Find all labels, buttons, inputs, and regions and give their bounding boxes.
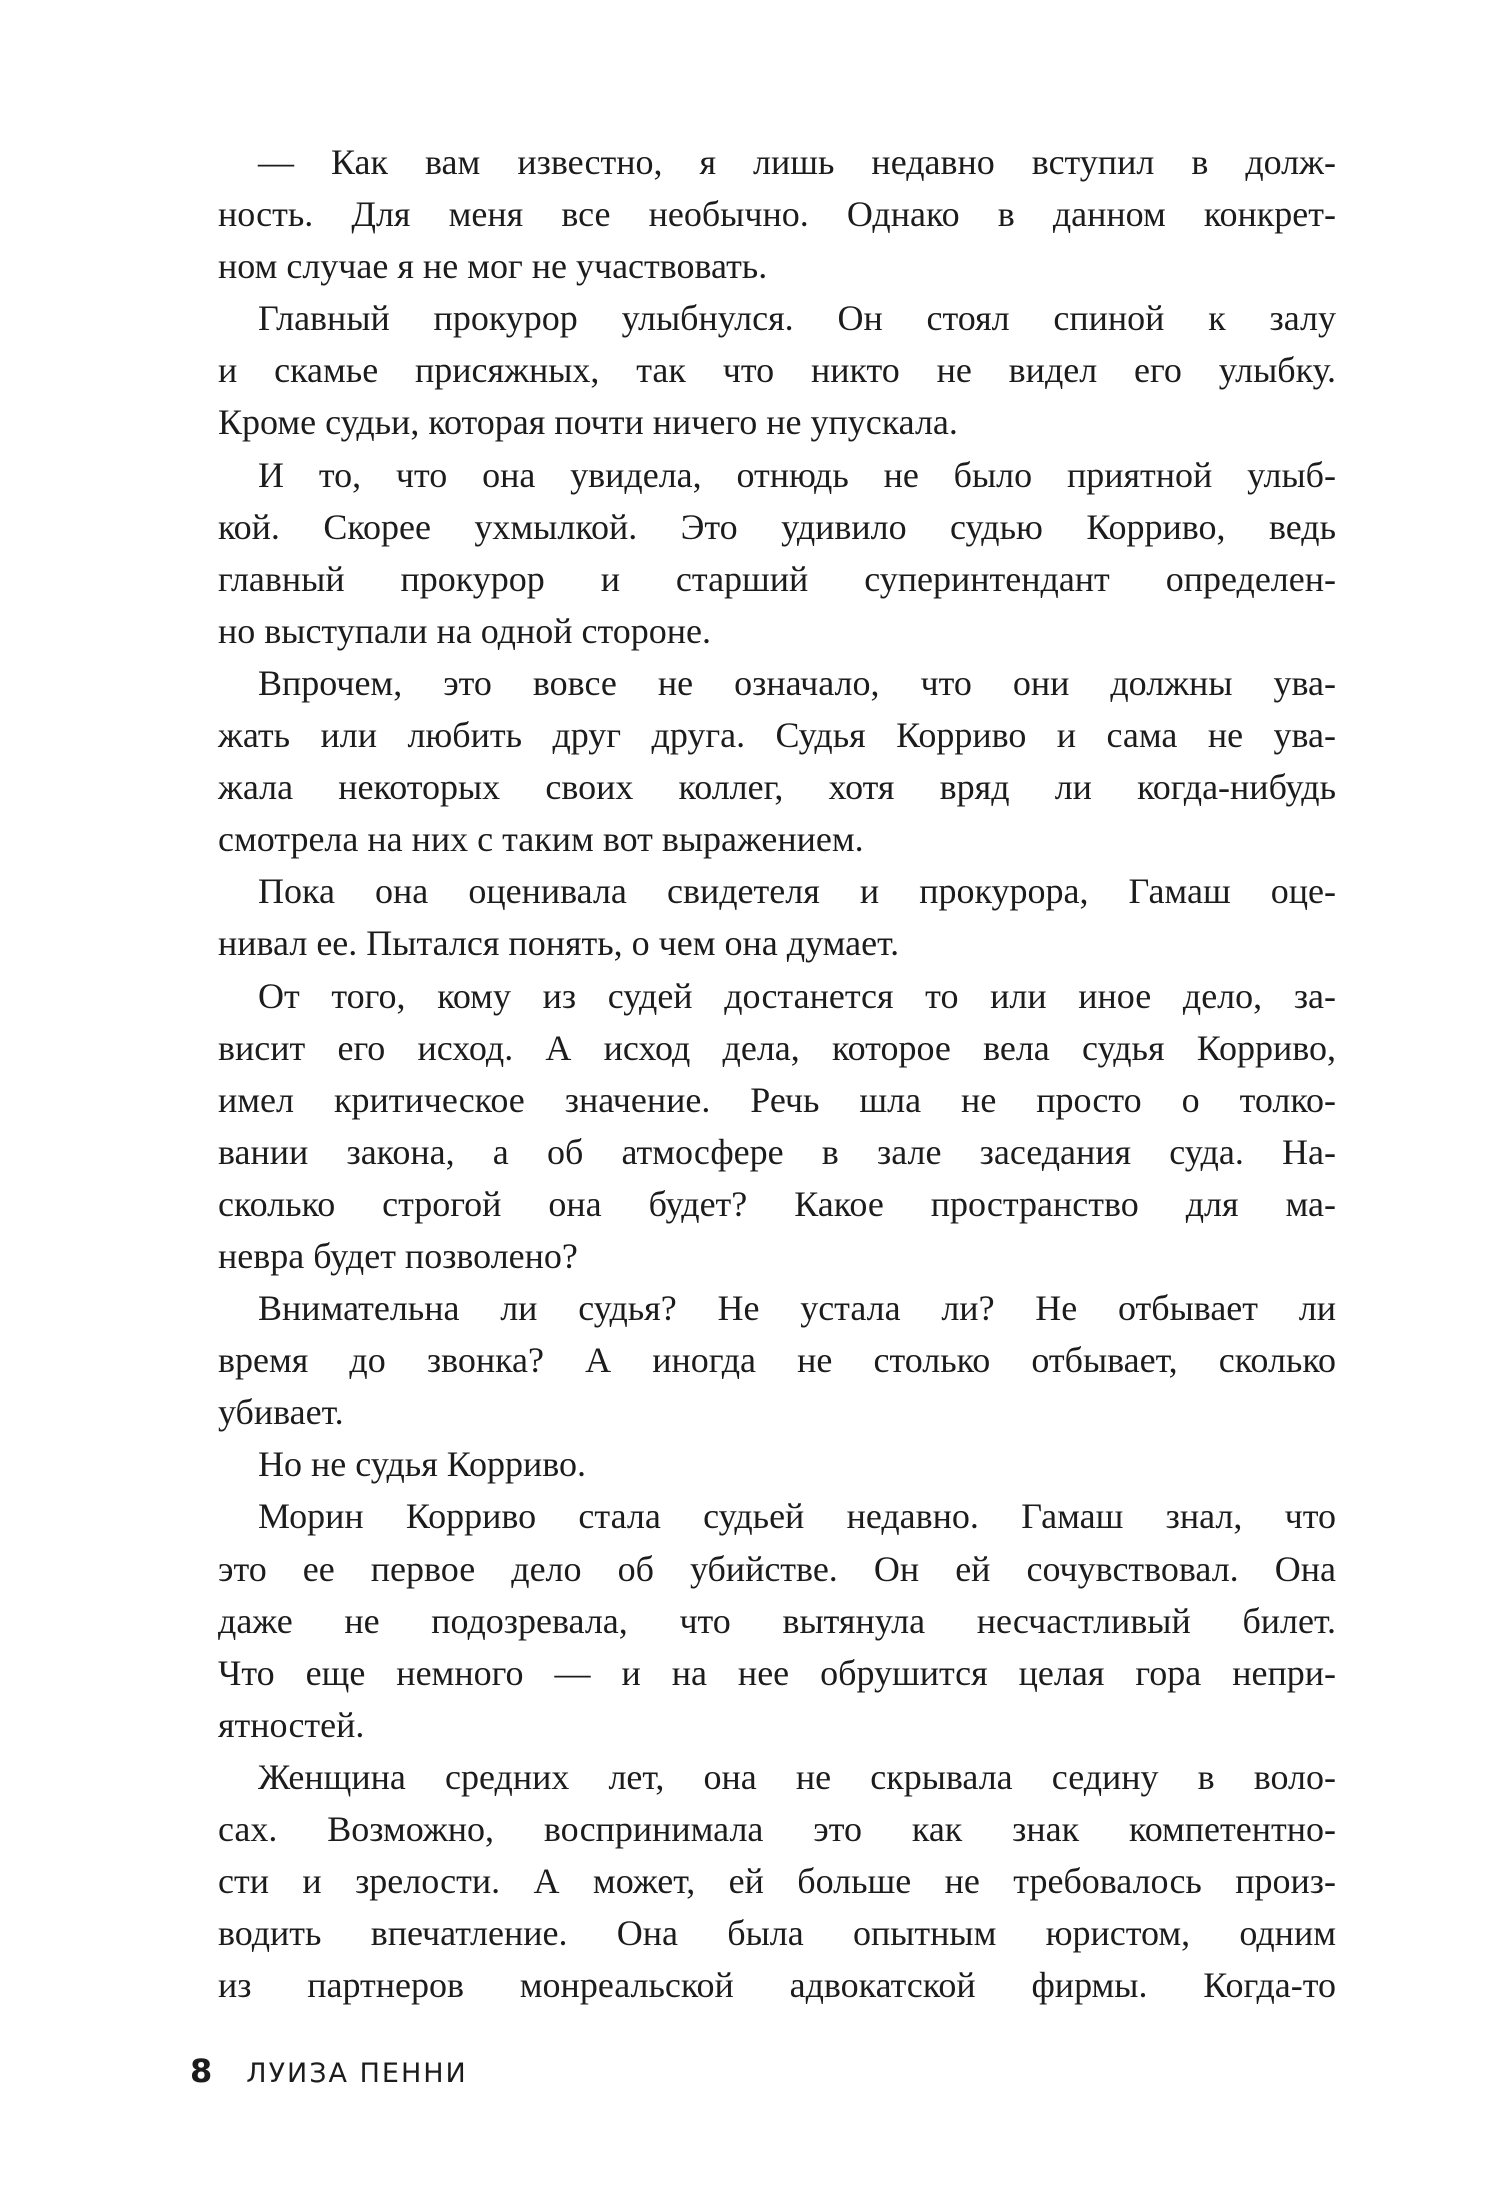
text-line: ятностей. xyxy=(218,1704,365,1745)
text-line: ность. Для меня все необычно. Однако в данном конкрет- xyxy=(218,194,1336,235)
text-line: нивал ее. Пытался понять, о чем она думает. xyxy=(218,923,900,964)
text-line: висит его исход. А исход дела, которое вела судья Корриво, xyxy=(218,1027,1336,1068)
text-line: Но не судья Корриво. xyxy=(258,1444,587,1485)
text-line: Впрочем, это вовсе не означало, что они должны ува- xyxy=(258,662,1336,703)
text-line: Пока она оценивала свидетеля и прокурора, Гамаш оце- xyxy=(258,871,1336,912)
text-line: От того, кому из судей достанется то или иное дело, за- xyxy=(258,975,1336,1016)
page-footer xyxy=(190,2052,468,2092)
text-line: смотрела на них с таким вот выражением. xyxy=(218,819,864,860)
text-line: кой. Скорее ухмылкой. Это удивило судью Корриво, ведь xyxy=(218,506,1336,547)
text-line: это ее первое дело об убийстве. Он ей сочувствовал. Она xyxy=(218,1548,1336,1589)
text-line: имел критическое значение. Речь шла не просто о толко- xyxy=(218,1079,1336,1120)
text-line: даже не подозревала, что вытянула несчастливый билет. xyxy=(218,1600,1336,1641)
text-line: сколько строгой она будет? Какое пространство для ма- xyxy=(218,1183,1336,1224)
text-line: ном случае я не мог не участвовать. xyxy=(218,246,768,287)
body-text xyxy=(218,136,1336,2011)
text-line: и скамье присяжных, так что никто не видел его улыбку. xyxy=(218,350,1336,391)
text-line: сах. Возможно, воспринимала это как знак компетентно- xyxy=(218,1809,1336,1849)
text-line: но выступали на одной стороне. xyxy=(218,610,712,651)
text-line: убивает. xyxy=(218,1392,344,1433)
text-line: жать или любить друг друга. Судья Корриво и сама не ува- xyxy=(218,715,1336,756)
text-line: Что еще немного — и на нее обрушится целая гора непри- xyxy=(218,1652,1336,1693)
text-line: из партнеров монреальской адвокатской фирмы. Когда-то xyxy=(218,1965,1336,2006)
running-head-author: ЛУИЗА ПЕННИ xyxy=(246,2058,468,2089)
text-line: вании закона, а об атмосфере в зале заседания суда. На- xyxy=(218,1131,1336,1172)
text-line: Главный прокурор улыбнулся. Он стоял спиной к залу xyxy=(258,298,1336,339)
text-line: — Как вам известно, я лишь недавно вступил в долж- xyxy=(258,142,1336,182)
text-line: Внимательна ли судья? Не устала ли? Не отбывает ли xyxy=(258,1288,1336,1329)
text-line: жала некоторых своих коллег, хотя вряд ли когда-нибудь xyxy=(218,767,1336,808)
text-line: невра будет позволено? xyxy=(218,1235,578,1276)
text-line: Женщина средних лет, она не скрывала седину в воло- xyxy=(258,1756,1336,1797)
text-line: сти и зрелости. А может, ей больше не требовалось произ- xyxy=(218,1861,1336,1902)
text-line: главный прокурор и старший суперинтендант определен- xyxy=(218,558,1336,599)
text-line: водить впечатление. Она была опытным юристом, одним xyxy=(218,1913,1336,1954)
text-line: время до звонка? А иногда не столько отбывает, сколько xyxy=(218,1340,1336,1381)
text-line: И то, что она увидела, отнюдь не было приятной улыб- xyxy=(258,454,1336,495)
page-number: 8 xyxy=(190,2052,213,2090)
text-line: Морин Корриво стала судьей недавно. Гамаш знал, что xyxy=(258,1496,1336,1537)
text-line: Кроме судьи, которая почти ничего не упускала. xyxy=(218,402,958,443)
